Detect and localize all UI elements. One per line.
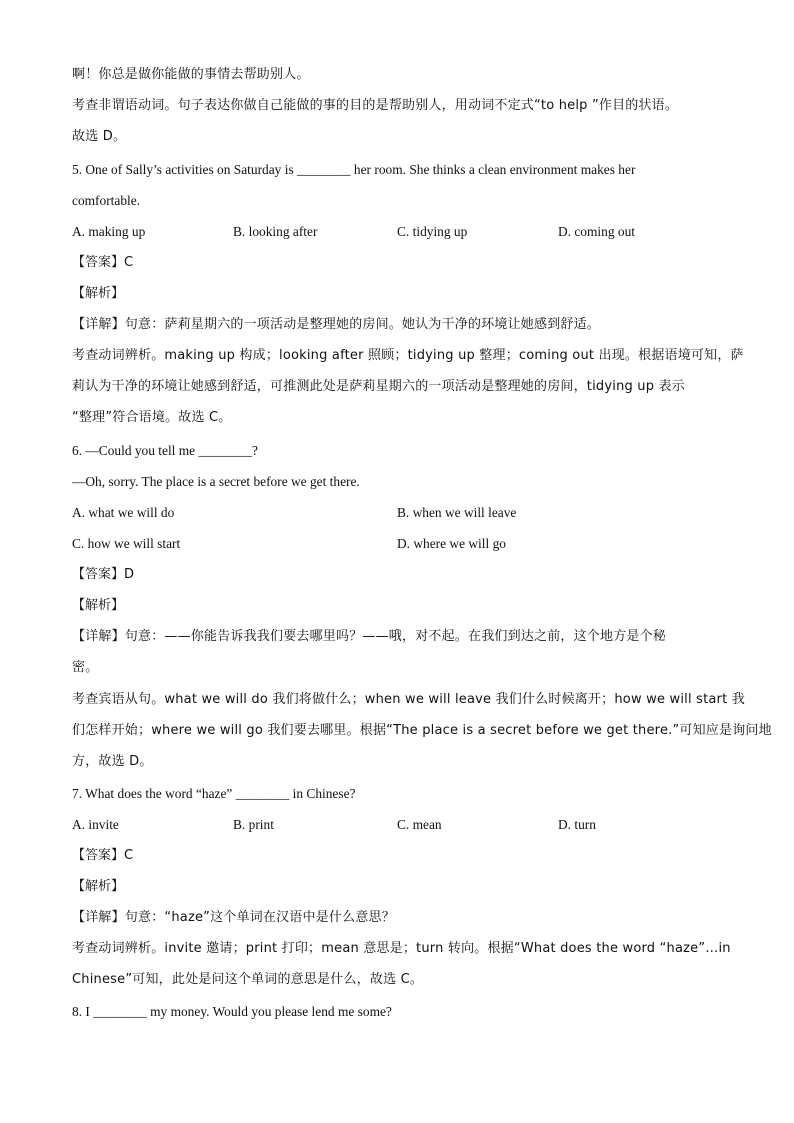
question-6-stem-cont: —Oh, sorry. The place is a secret before we get there.	[72, 474, 360, 489]
q6-answer: 【答案】D	[72, 567, 135, 582]
q7-answer: 【答案】C	[72, 848, 134, 863]
q6-detail: 方，故选 D。	[72, 754, 153, 769]
text-line: 故选 D。	[72, 129, 127, 144]
q7-option-a: A. invite	[72, 817, 119, 832]
q7-option-c: C. mean	[397, 817, 442, 832]
question-8-stem: 8. I ________ my money. Would you please lend me some?	[72, 1004, 392, 1019]
q5-detail: “整理”符合语境。故选 C。	[72, 410, 232, 425]
q5-detail: 莉认为干净的环境让她感到舒适，可推测此处是萨莉星期六的一项活动是整理她的房间，tidying up 表示	[72, 379, 685, 394]
q5-detail: 【详解】句意：萨莉星期六的一项活动是整理她的房间。她认为干净的环境让她感到舒适。	[72, 317, 601, 332]
q6-option-c: C. how we will start	[72, 536, 181, 551]
q6-option-a: A. what we will do	[72, 505, 175, 520]
q5-option-d: D. coming out	[558, 224, 635, 239]
q5-analysis-heading: 【解析】	[72, 286, 125, 301]
q5-option-a: A. making up	[72, 224, 146, 239]
text-line: 啊！你总是做你能做的事情去帮助别人。	[72, 67, 310, 82]
question-7-stem: 7. What does the word “haze” ________ in Chinese?	[72, 786, 356, 801]
q6-detail: 们怎样开始；where we will go 我们要去哪里。根据“The place is a secret before we get there.”可知应是询问地	[72, 723, 772, 738]
q5-answer: 【答案】C	[72, 255, 134, 270]
q6-detail: 【详解】句意：——你能告诉我我们要去哪里吗？——哦，对不起。在我们到达之前，这个地方是个秘	[72, 629, 667, 644]
q7-detail: Chinese”可知，此处是问这个单词的意思是什么，故选 C。	[72, 972, 424, 987]
q5-option-b: B. looking after	[233, 224, 318, 239]
q6-option-b: B. when we will leave	[397, 505, 517, 520]
q7-analysis-heading: 【解析】	[72, 879, 125, 894]
q6-detail: 考查宾语从句。what we will do 我们将做什么；when we will leave 我们什么时候离开；how we will start 我	[72, 692, 745, 707]
q5-detail: 考查动词辨析。making up 构成；looking after 照顾；tidying up 整理；coming out 出现。根据语境可知，萨	[72, 348, 744, 363]
q7-detail: 【详解】句意：“haze”这个单词在汉语中是什么意思？	[72, 910, 395, 925]
q6-detail: 密。	[72, 660, 99, 675]
q7-detail: 考查动词辨析。invite 邀请；print 打印；mean 意思是；turn 转向。根据“What does the word “haze”…in	[72, 941, 731, 956]
q6-option-d: D. where we will go	[397, 536, 506, 551]
q5-option-c: C. tidying up	[397, 224, 468, 239]
question-5-stem-cont: comfortable.	[72, 193, 141, 208]
q7-option-b: B. print	[233, 817, 274, 832]
question-6-stem: 6. —Could you tell me ________?	[72, 443, 258, 458]
question-5-stem: 5. One of Sally’s activities on Saturday is ________ her room. She thinks a clean environment makes her	[72, 162, 636, 177]
q6-analysis-heading: 【解析】	[72, 598, 125, 613]
text-line: 考查非谓语动词。句子表达你做自己能做的事的目的是帮助别人，用动词不定式“to help ”作目的状语。	[72, 98, 679, 113]
q7-option-d: D. turn	[558, 817, 596, 832]
